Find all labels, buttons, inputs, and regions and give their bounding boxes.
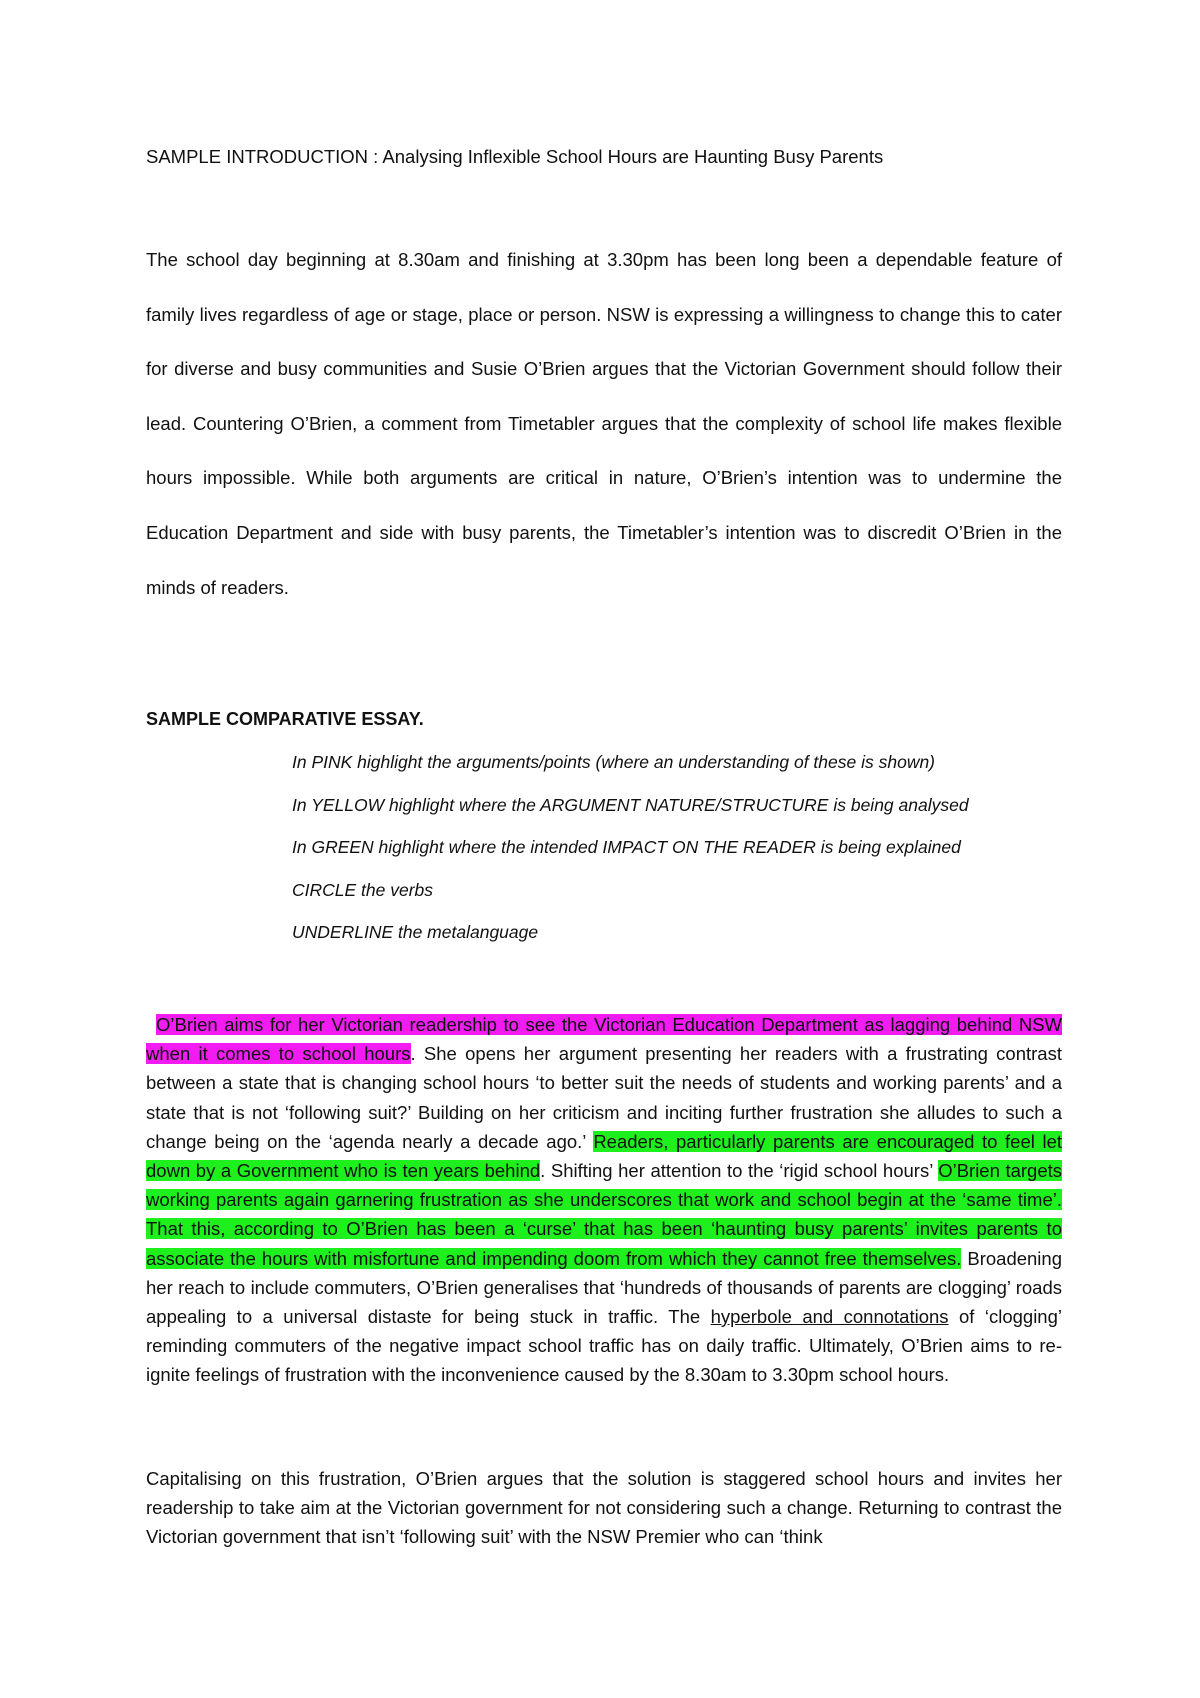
essay-text-segment: of ‘clogging’ reminding commuters of the negative impact school traffic has on daily traffic. Ultimately, O’Brien aims to re-ignite feelings of frustration with the inconvenience caused by the 8.30am to 3.30pm school hours. — [146, 1306, 1062, 1386]
document-title: SAMPLE INTRODUCTION : Analysing Inflexible School Hours are Haunting Busy Parents — [146, 146, 884, 167]
essay-paragraph-1 — [146, 1010, 1062, 1390]
green-highlight-impact: Readers, particularly parents are encouraged to feel let down by a Government who is ten years behind — [146, 1130, 1062, 1182]
essay-paragraph-2: Capitalising on this frustration, O’Brien argues that the solution is staggered school hours and invites her readership to take aim at the Victorian government for not considering such a change. Returning to contrast the Victorian government that isn’t ‘following suit’ with the NSW Premier who can ‘think — [146, 1468, 1062, 1548]
introduction-paragraph — [146, 233, 1062, 615]
essay-text-segment: Broadening her reach to include commuters, O’Brien generalises that ‘hundreds of thousands of parents are clogging’ roads appealing to a universal distaste for being stuck in traffic. The — [146, 1247, 1062, 1328]
instruction-item-underline: UNDERLINE the metalanguage — [292, 922, 539, 942]
underlined-metalanguage: hyperbole and connotations — [710, 1306, 949, 1328]
essay-heading: SAMPLE COMPARATIVE ESSAY. — [146, 709, 424, 729]
introduction-text: The school day beginning at 8.30am and finishing at 3.30pm has been long been a dependable feature of family lives regardless of age or stage, place or person. NSW is expressing a willingness to change this to cater for diverse and busy communities and Susie O’Brien argues that the Victorian Government should follow their lead. Countering O’Brien, a comment from Timetabler argues that the complexity of school life makes flexible hours impossible. While both arguments are critical in nature, O’Brien’s intention was to undermine the Education Department and side with busy parents, the Timetabler’s intention was to discredit O’Brien in the minds of readers. — [146, 249, 1062, 598]
instruction-item-pink: In PINK highlight the arguments/points (where an understanding of these is shown) — [292, 752, 936, 772]
instruction-item-yellow: In YELLOW highlight where the ARGUMENT NATURE/STRUCTURE is being analysed — [292, 794, 969, 815]
instruction-item-green: In GREEN highlight where the intended IMPACT ON THE READER is being explained — [292, 837, 961, 857]
green-highlight-impact: O’Brien targets working parents again garnering frustration as she underscores that work and school begin at the ‘same time’. That this, according to O’Brien has been a ‘curse’ that has been ‘haunting busy parents’ invites parents to associate the hours with misfortune and impending doom from which they cannot free themselves. — [146, 1160, 1062, 1269]
pink-highlight-argument: O’Brien aims for her Victorian readership to see the Victorian Education Department as lagging behind NSW when it comes to school hours — [146, 1014, 1062, 1065]
instructions-list — [292, 750, 969, 963]
essay-text-segment: . Shifting her attention to the ‘rigid school hours’ — [540, 1160, 939, 1182]
essay-text-segment: . She opens her argument presenting her readers with a frustrating contrast between a state that is changing school hours ‘to better suit the needs of students and working parents’ and a state that is not ‘following suit?’ Building on her criticism and inciting further frustration she alludes to such a change being on the ‘agenda nearly a decade ago.’ — [146, 1043, 1062, 1152]
instruction-item-circle: CIRCLE the verbs — [292, 879, 434, 900]
